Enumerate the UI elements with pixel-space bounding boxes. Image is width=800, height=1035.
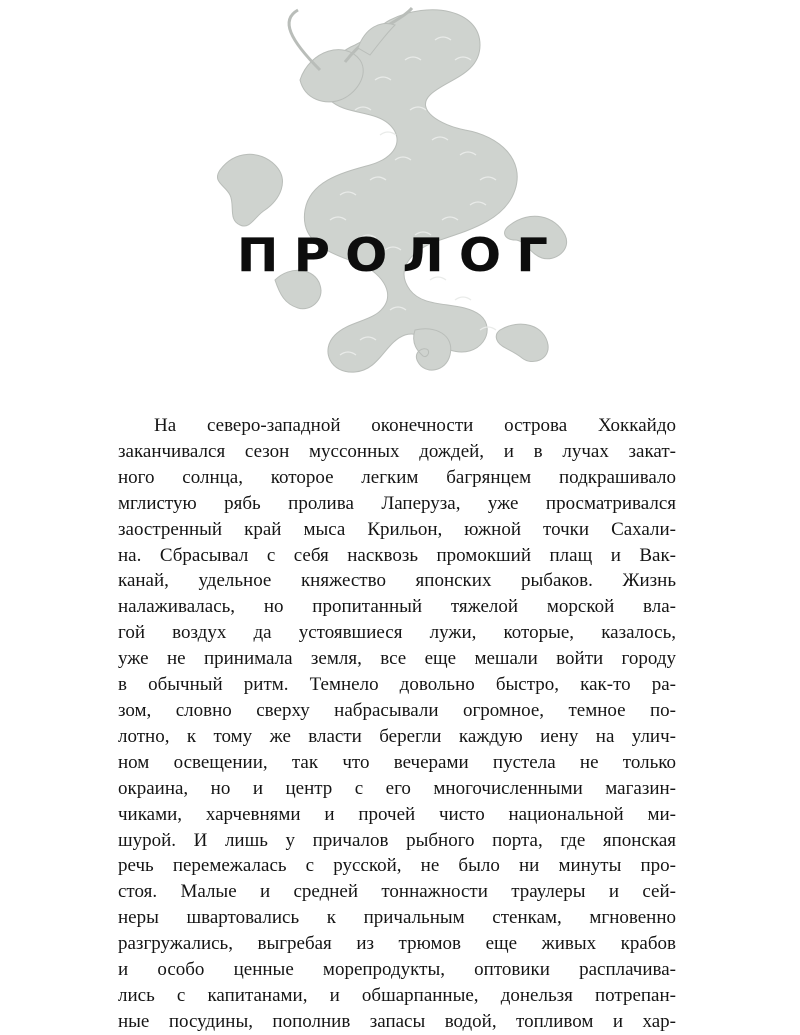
text-line: ного солнца, которое легким багрянцем подкрашивало <box>118 466 676 488</box>
text-line: речь перемежалась с русской, не было ни минуты про- <box>118 855 676 877</box>
text-line: гой воздух да устоявшиеся лужи, которые, казалось, <box>118 622 676 644</box>
text-line: уже не принимала земля, все еще мешали войти городу <box>118 648 676 670</box>
text-line: в обычный ритм. Темнело довольно быстро, как-то ра- <box>118 674 676 696</box>
text-line: на. Сбрасывал с себя насквозь промокший плащ и Вак- <box>118 544 676 566</box>
text-line: стоя. Малые и средней тоннажности траулеры и сей- <box>118 881 676 903</box>
chapter-title: ПРОЛОГ <box>236 228 564 282</box>
text-line: лотно, к тому же власти берегли каждую иену на улич- <box>118 725 676 747</box>
text-line: и особо ценные морепродукты, оптовики расплачива- <box>118 959 676 981</box>
text-line: ном освещении, так что вечерами пустела не только <box>118 751 676 773</box>
text-line: налаживалась, но пропитанный тяжелой морской вла- <box>118 596 676 618</box>
text-line: заканчивался сезон муссонных дождей, и в лучах закат- <box>118 440 676 462</box>
text-line: зом, словно сверху набрасывали огромное, темное по- <box>118 699 676 721</box>
body-text <box>118 413 676 1035</box>
text-line: канай, удельное княжество японских рыбаков. Жизнь <box>118 570 676 592</box>
dragon-illustration-icon <box>180 0 600 400</box>
text-line: неры швартовались к причальным стенкам, мгновенно <box>118 907 676 929</box>
text-line: лись с капитанами, и обшарпанные, донельзя потрепан- <box>118 984 676 1006</box>
text-line: ные посудины, пополнив запасы водой, топливом и хар- <box>118 1010 676 1032</box>
text-line: заостренный край мыса Крильон, южной точки Сахали- <box>118 518 676 540</box>
text-line: шурой. И лишь у причалов рыбного порта, где японская <box>118 829 676 851</box>
text-line: окраина, но и центр с его многочисленными магазин- <box>118 777 676 799</box>
text-line: чиками, харчевнями и прочей чисто национальной ми- <box>118 803 676 825</box>
text-line: На северо-западной оконечности острова Хоккайдо <box>154 415 676 436</box>
text-line: мглистую рябь пролива Лаперуза, уже просматривался <box>118 492 676 514</box>
text-line: разгружались, выгребая из трюмов еще живых крабов <box>118 933 676 955</box>
